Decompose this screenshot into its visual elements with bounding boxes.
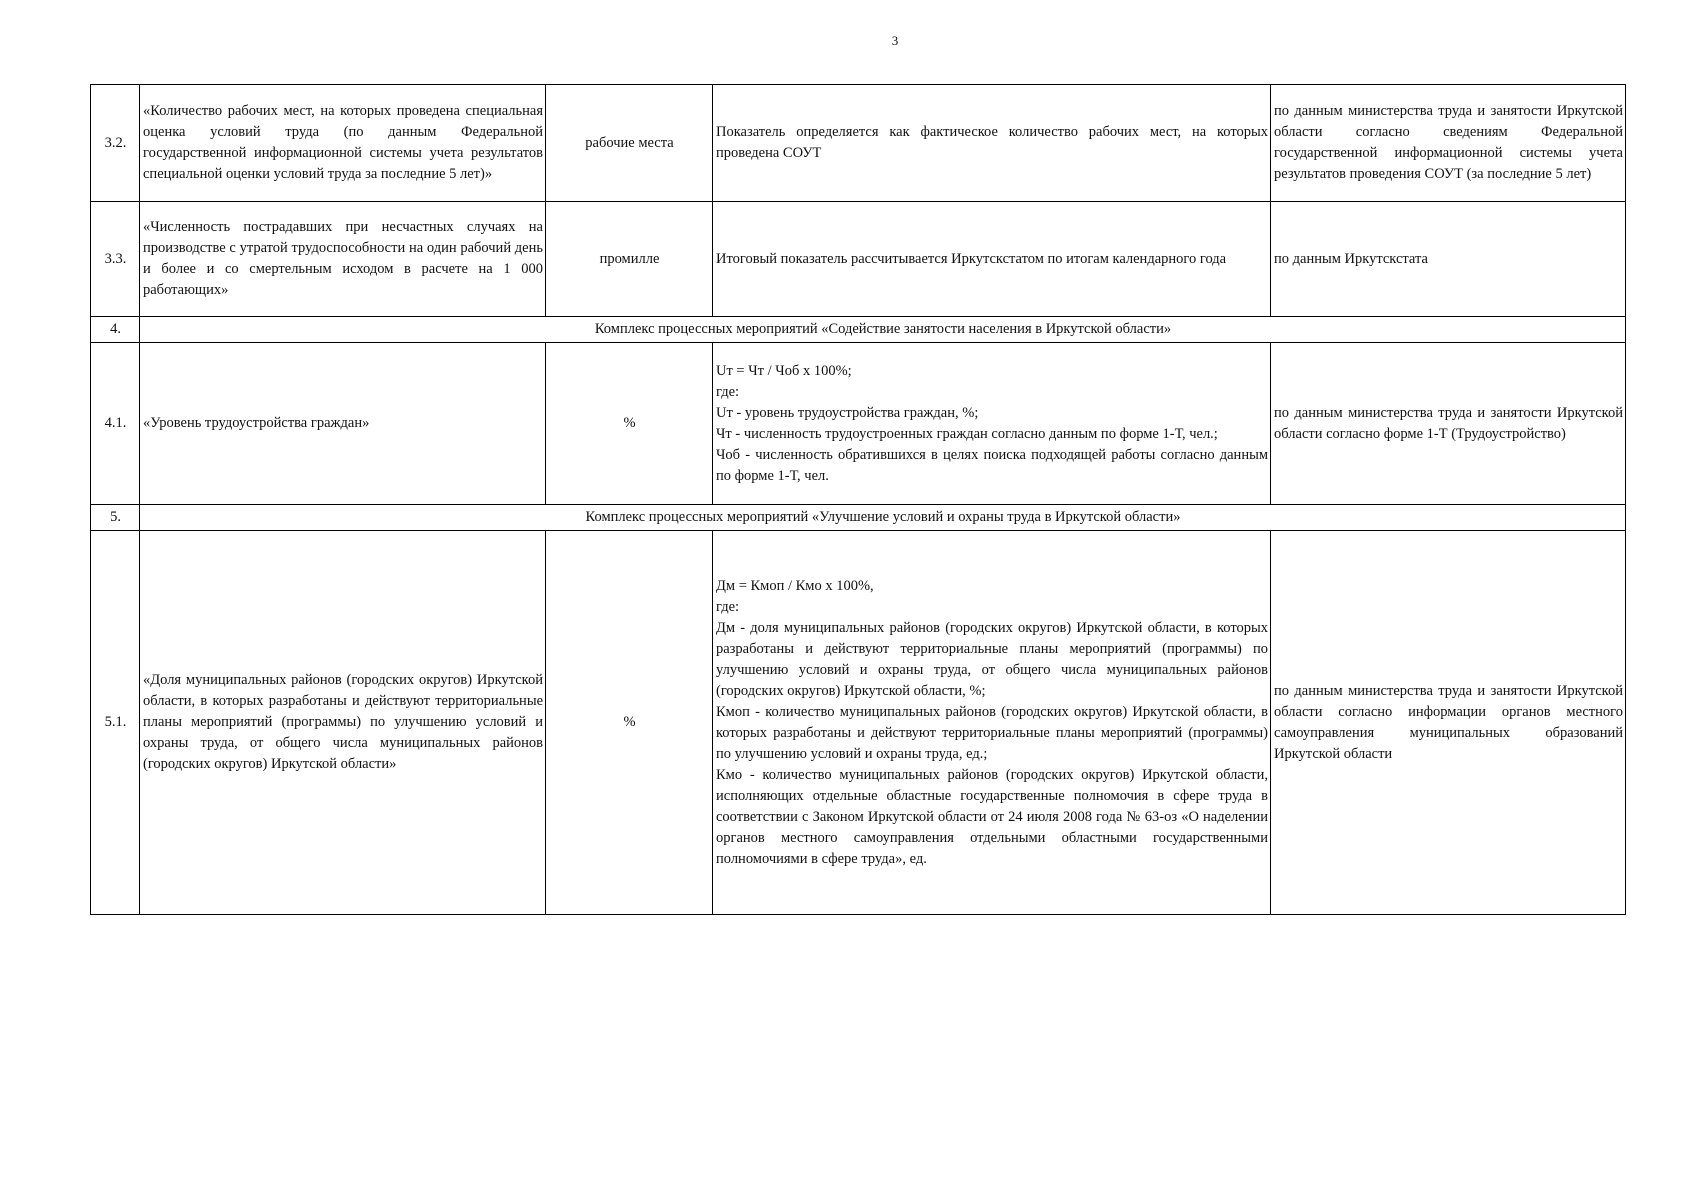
row-number: 4.1. (91, 343, 140, 505)
formula-line: Uт = Чт / Чоб х 100%; (716, 362, 852, 379)
indicator-unit: % (546, 531, 713, 915)
formula-definition: Кмоп - количество муниципальных районов (городских округов) Иркутской области, в которых разработаны и действуют территориальные планы мероприятий (программы) по улучшению условий и охраны труда, ед.; (716, 703, 1268, 762)
table-row (91, 85, 1626, 202)
section-row (91, 505, 1626, 531)
row-number: 5.1. (91, 531, 140, 915)
table-row (91, 343, 1626, 505)
indicator-table (90, 84, 1626, 915)
formula-definition: Дм - доля муниципальных районов (городских округов) Иркутской области, в которых разработаны и действуют территориальные планы мероприятий (программы) по улучшению условий и охраны труда, от общего числа муниципальных районов (городских округов) Иркутской области, %; (716, 619, 1268, 699)
formula-definition: Чоб - численность обратившихся в целях поиска подходящей работы согласно данным по форме 1-Т, чел. (716, 446, 1268, 484)
formula-definition: Uт - уровень трудоустройства граждан, %; (716, 404, 979, 421)
indicator-name: «Численность пострадавших при несчастных случаях на производстве с утратой трудоспособности на один рабочий день и более и со смертельным исходом в расчете на 1 000 работающих» (140, 202, 546, 317)
indicator-unit: % (546, 343, 713, 505)
section-number: 4. (91, 317, 140, 343)
section-title: Комплекс процессных мероприятий «Содействие занятости населения в Иркутской области» (140, 317, 1626, 343)
indicator-unit: рабочие места (546, 85, 713, 202)
table-row (91, 202, 1626, 317)
data-source: по данным министерства труда и занятости Иркутской области согласно форме 1-Т (Трудоустройство) (1271, 343, 1626, 505)
indicator-name: «Уровень трудоустройства граждан» (140, 343, 546, 505)
formula-line: Дм = Кмоп / Кмо х 100%, (716, 577, 874, 594)
section-title: Комплекс процессных мероприятий «Улучшение условий и охраны труда в Иркутской области» (140, 505, 1626, 531)
calculation-method: Итоговый показатель рассчитывается Иркутскстатом по итогам календарного года (713, 202, 1271, 317)
indicator-unit: промилле (546, 202, 713, 317)
formula-definition: Кмо - количество муниципальных районов (городских округов) Иркутской области, исполняющих отдельные областные государственные полномочия в сфере труда в соответствии с Законом Иркутской области от 24 июля 2008 года № 63-оз «О наделении органов местного самоуправления отдельными областными государственными полномочиями в сфере труда», ед. (716, 766, 1268, 867)
section-number: 5. (91, 505, 140, 531)
data-source: по данным министерства труда и занятости Иркутской области согласно сведениям Федеральной государственной информационной системы учета результатов проведения СОУТ (за последние 5 лет) (1271, 85, 1626, 202)
page-number: 3 (891, 33, 899, 48)
calculation-method (713, 531, 1271, 915)
formula-where: где: (716, 598, 740, 615)
formula-definition: Чт - численность трудоустроенных граждан согласно данным по форме 1-Т, чел.; (716, 425, 1218, 442)
table-row (91, 531, 1626, 915)
row-number: 3.2. (91, 85, 140, 202)
indicator-name: «Доля муниципальных районов (городских округов) Иркутской области, в которых разработаны и действуют территориальные планы мероприятий (программы) по улучшению условий и охраны труда, от общего числа муниципальных районов (городских округов) Иркутской области» (140, 531, 546, 915)
indicator-name: «Количество рабочих мест, на которых проведена специальная оценка условий труда (по данным Федеральной государственной информационной системы учета результатов специальной оценки условий труда за последние 5 лет)» (140, 85, 546, 202)
data-source: по данным министерства труда и занятости Иркутской области согласно информации органов местного самоуправления муниципальных образований Иркутской области (1271, 531, 1626, 915)
calculation-method: Показатель определяется как фактическое количество рабочих мест, на которых проведена СОУТ (713, 85, 1271, 202)
data-source: по данным Иркутскстата (1271, 202, 1626, 317)
row-number: 3.3. (91, 202, 140, 317)
formula-where: где: (716, 383, 740, 400)
section-row (91, 317, 1626, 343)
calculation-method (713, 343, 1271, 505)
